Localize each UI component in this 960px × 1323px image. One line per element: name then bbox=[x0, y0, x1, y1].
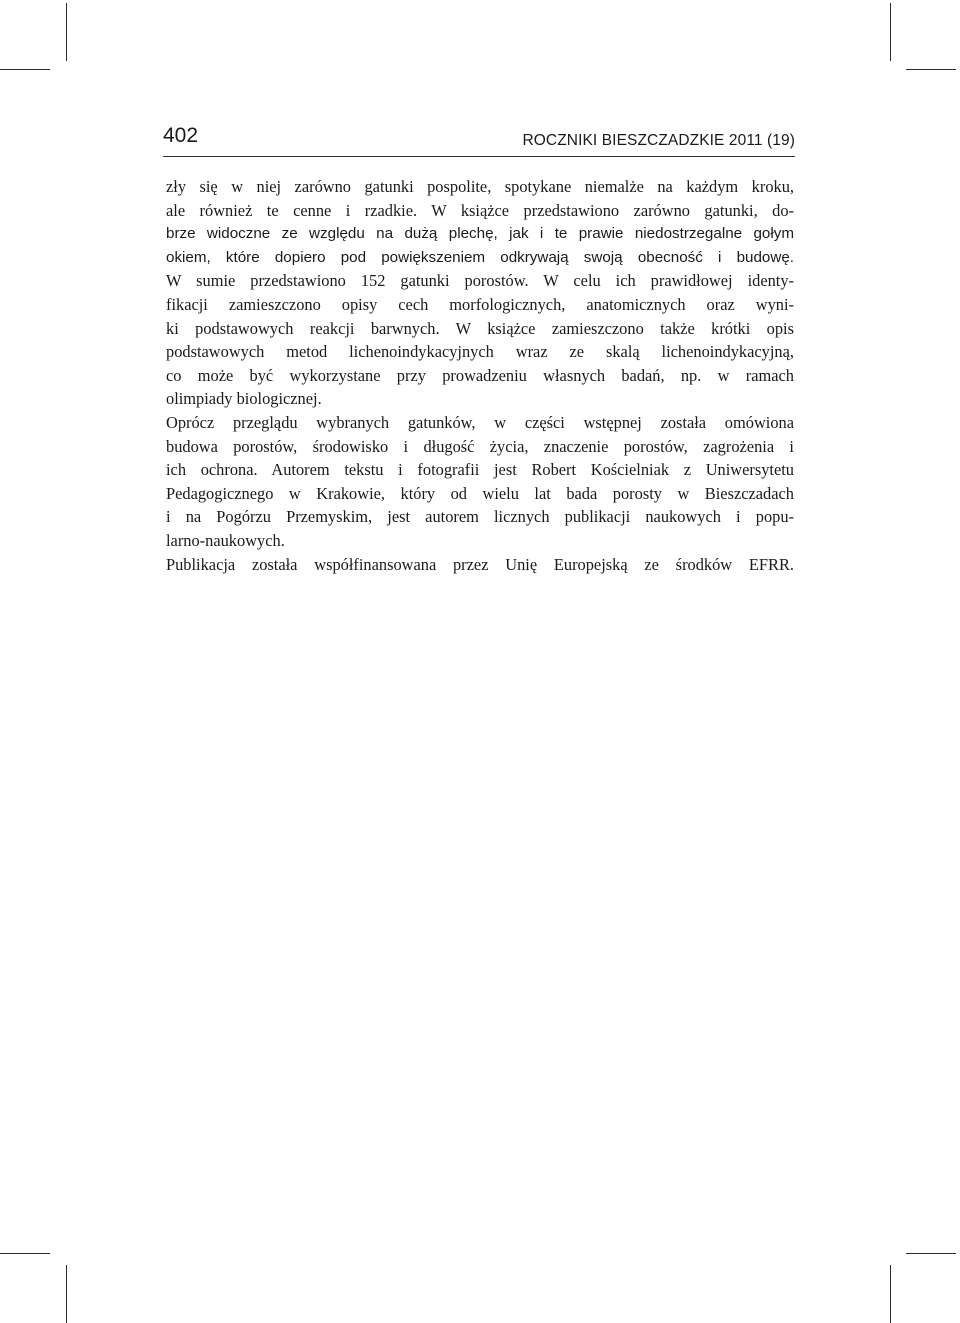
text-line: olimpiady biologicznej. bbox=[166, 389, 322, 409]
text-line: podstawowych metod lichenoindykacyjnych wraz ze skalą lichenoindykacyjną, bbox=[166, 342, 794, 362]
crop-mark-bottom-right-vertical bbox=[890, 1265, 891, 1323]
page-number: 402 bbox=[163, 124, 199, 147]
crop-mark-top-right-horizontal bbox=[906, 69, 956, 70]
text-line: Pedagogicznego w Krakowie, który od wielu lat bada porosty w Bieszczadach bbox=[166, 483, 794, 503]
text-line: ale również te cenne i rzadkie. W książce przedstawiono zarówno gatunki, do- bbox=[166, 200, 794, 220]
text-line: fikacji zamieszczono opisy cech morfologicznych, anatomicznych oraz wyni- bbox=[166, 294, 794, 314]
text-line: ich ochrona. Autorem tekstu i fotografii jest Robert Kościelniak z Uniwersytetu bbox=[166, 460, 794, 480]
text-line: okiem, które dopiero pod powiększeniem odkrywają swoją obecność i budowę. bbox=[166, 248, 794, 266]
text-line: zły się w niej zarówno gatunki pospolite, spotykane niemalże na każdym kroku, bbox=[166, 177, 794, 196]
running-head: ROCZNIKI BIESZCZADZKIE 2011 (19) bbox=[522, 132, 795, 149]
crop-mark-top-right-vertical bbox=[890, 3, 891, 61]
crop-mark-top-left-vertical bbox=[66, 3, 67, 61]
text-line: Publikacja została współfinansowana przez Unię Europejską ze środków EFRR. bbox=[166, 554, 794, 574]
text-line: budowa porostów, środowisko i długość życia, znaczenie porostów, zagrożenia i bbox=[166, 436, 794, 456]
text-line: Oprócz przeglądu wybranych gatunków, w części wstępnej została omówiona bbox=[166, 412, 794, 432]
text-line: brze widoczne ze względu na dużą plechę, jak i te prawie niedostrzegalne gołym bbox=[166, 225, 794, 243]
text-line: larno-naukowych. bbox=[166, 530, 285, 550]
crop-mark-bottom-left-horizontal bbox=[0, 1253, 50, 1254]
crop-mark-top-left-horizontal bbox=[0, 69, 50, 70]
text-line: W sumie przedstawiono 152 gatunki porostów. W celu ich prawidłowej identy- bbox=[166, 271, 794, 291]
crop-mark-bottom-right-horizontal bbox=[906, 1253, 956, 1254]
crop-mark-bottom-left-vertical bbox=[66, 1265, 67, 1323]
body-text bbox=[166, 175, 794, 576]
text-line: i na Pogórzu Przemyskim, jest autorem licznych publikacji naukowych i popu- bbox=[166, 507, 794, 527]
page-header bbox=[163, 124, 795, 157]
text-line: co może być wykorzystane przy prowadzeniu własnych badań, np. w ramach bbox=[166, 365, 794, 385]
text-line: ki podstawowych reakcji barwnych. W książce zamieszczono także krótki opis bbox=[166, 318, 794, 338]
